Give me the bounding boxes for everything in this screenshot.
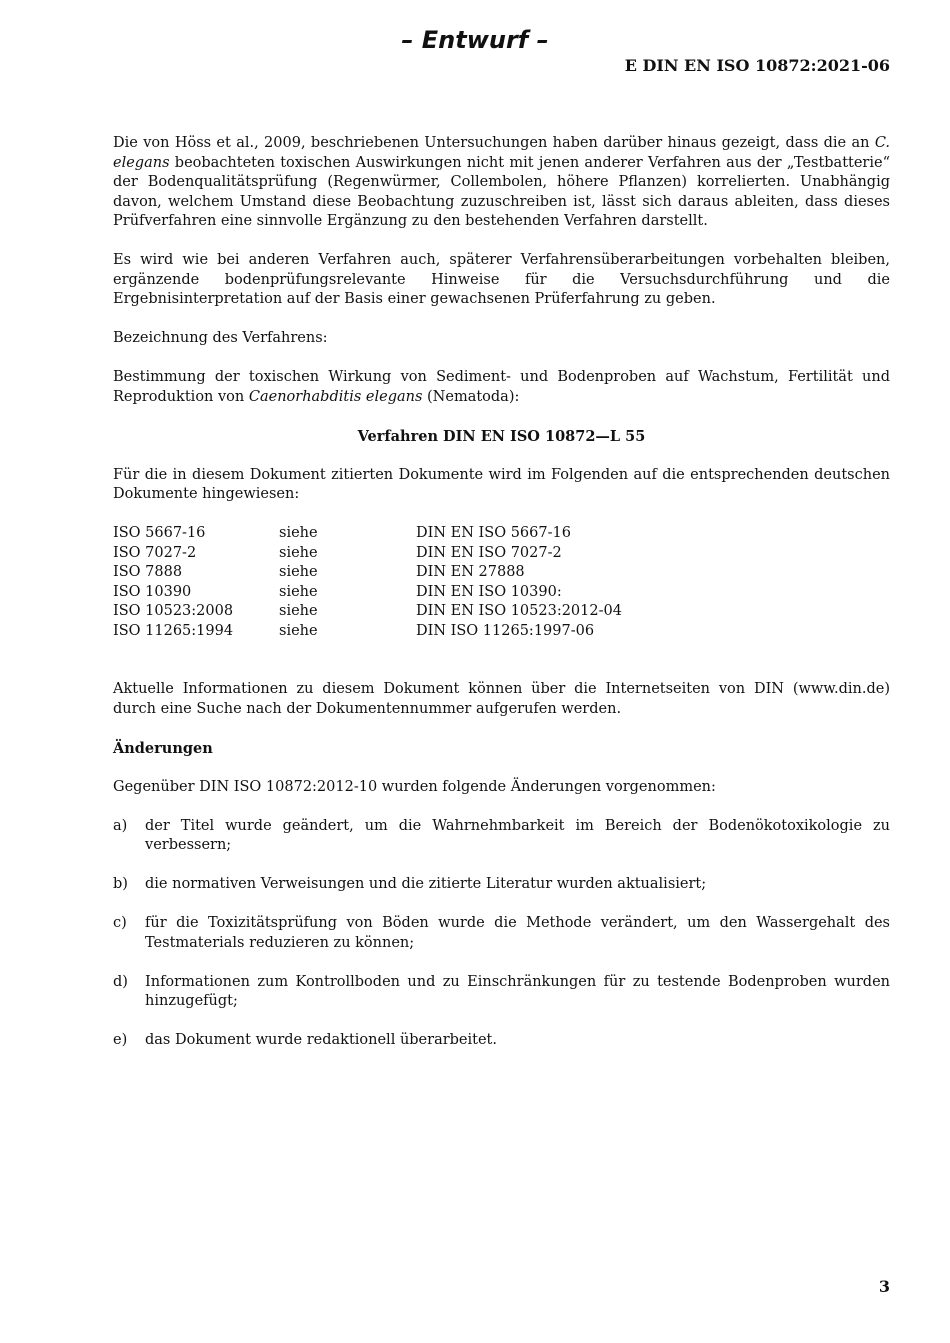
reference-see: siehe xyxy=(279,564,318,580)
reference-see: siehe xyxy=(279,603,318,619)
reference-din: DIN EN ISO 5667-16 xyxy=(416,525,571,541)
references-table xyxy=(113,524,622,641)
reference-row xyxy=(113,622,622,642)
reference-din: DIN ISO 11265:1997-06 xyxy=(416,622,595,639)
paragraph-revisions: Es wird wie bei anderen Verfahren auch, späterer Verfahrensüberarbeitungen vorbehalten bleiben, ergänzende bodenprüfungsrelevante Hinweise für die Versuchsdurchführung und die Ergebnisinterpretation auf der Basis einer gewachsenen Prüferfahrung zu geben. xyxy=(113,252,890,307)
reference-see: siehe xyxy=(279,583,318,600)
change-item xyxy=(113,914,890,953)
change-text: Informationen zum Kontrollboden und zu Einschränkungen für zu testende Bodenproben wurden hinzugefügt; xyxy=(145,973,890,1009)
reference-row xyxy=(113,602,622,622)
paragraph-references-intro: Für die in diesem Dokument zitierten Dokumente wird im Folgenden auf die entsprechenden deutschen Dokumente hingewiesen: xyxy=(113,466,890,502)
method-title: Verfahren DIN EN ISO 10872—L 55 xyxy=(357,427,646,445)
paragraph-text: beobachteten toxischen Auswirkungen nicht mit jenen anderer Verfahren aus der „Testbatterie“ der Bodenqualitätsprüfung (Regenwürmer, Collembolen, höhere Pflanzen) korrelierten. Unabhängig davon, welchem Umstand diese Beobachtung zuzuschreiben ist, lässt sich daraus ableiten, dass dieses Prüfverfahren eine sinnvolle Ergänzung zu den bestehenden Verfahren darstellt. xyxy=(113,154,890,229)
paragraph-designation xyxy=(113,368,890,407)
paragraph-text: (Nematoda): xyxy=(422,388,520,405)
page-content xyxy=(113,134,890,1070)
reference-iso: ISO 7888 xyxy=(113,564,183,580)
change-label: e) xyxy=(113,1032,128,1048)
paragraph-text: Die von Höss et al., 2009, beschriebenen Untersuchungen haben darüber hinaus gezeigt, dass die an xyxy=(113,135,875,151)
reference-iso: ISO 5667-16 xyxy=(113,525,206,541)
species-name: Caenorhabditis elegans xyxy=(248,388,423,405)
draft-watermark: – Entwurf – xyxy=(401,26,549,54)
paragraph-designation-label: Bezeichnung des Verfahrens: xyxy=(113,330,328,346)
change-text: der Titel wurde geändert, um die Wahrnehmbarkeit im Bereich der Bodenökotoxikologie zu verbessern; xyxy=(145,817,890,853)
change-item xyxy=(113,875,890,895)
change-text: die normativen Verweisungen und die zitierte Literatur wurden aktualisiert; xyxy=(145,876,707,892)
reference-row xyxy=(113,563,622,583)
reference-see: siehe xyxy=(279,525,318,541)
paragraph-text: Bestimmung der toxischen Wirkung von Sediment- und Bodenproben auf Wachstum, Fertilität und Reproduktion von xyxy=(113,369,890,405)
reference-iso: ISO 7027-2 xyxy=(113,544,197,561)
reference-row xyxy=(113,544,622,564)
change-label: d) xyxy=(113,973,128,990)
change-item xyxy=(113,817,890,856)
changes-heading: Änderungen xyxy=(113,739,213,757)
change-text: das Dokument wurde redaktionell überarbeitet. xyxy=(145,1032,497,1048)
change-item xyxy=(113,1031,890,1051)
paragraph-information: Aktuelle Informationen zu diesem Dokument können über die Internetseiten von DIN (www.din.de) durch eine Suche nach der Dokumentennummer aufgerufen werden. xyxy=(113,681,890,717)
reference-iso: ISO 10523:2008 xyxy=(113,603,234,619)
reference-iso: ISO 11265:1994 xyxy=(113,622,234,639)
reference-see: siehe xyxy=(279,544,318,561)
reference-row xyxy=(113,583,622,603)
change-text: für die Toxizitätsprüfung von Böden wurde die Methode verändert, um den Wassergehalt des Testmaterials reduzieren zu können; xyxy=(145,915,890,951)
reference-din: DIN EN ISO 7027-2 xyxy=(416,544,562,561)
species-name: C. elegans xyxy=(113,135,890,171)
changes-list xyxy=(113,817,890,1051)
changes-intro: Gegenüber DIN ISO 10872:2012-10 wurden folgende Änderungen vorgenommen: xyxy=(113,778,716,795)
reference-see: siehe xyxy=(279,622,318,639)
reference-din: DIN EN ISO 10390: xyxy=(416,583,562,600)
change-label: a) xyxy=(113,817,128,834)
reference-din: DIN EN ISO 10523:2012-04 xyxy=(416,603,622,619)
reference-iso: ISO 10390 xyxy=(113,583,192,600)
reference-row xyxy=(113,524,622,544)
paragraph-hoess xyxy=(113,134,890,232)
change-label: c) xyxy=(113,915,127,931)
document-id: E DIN EN ISO 10872:2021-06 xyxy=(624,56,890,75)
reference-din: DIN EN 27888 xyxy=(416,564,525,580)
change-item xyxy=(113,973,890,1012)
change-label: b) xyxy=(113,876,128,892)
page-number: 3 xyxy=(878,1277,890,1296)
